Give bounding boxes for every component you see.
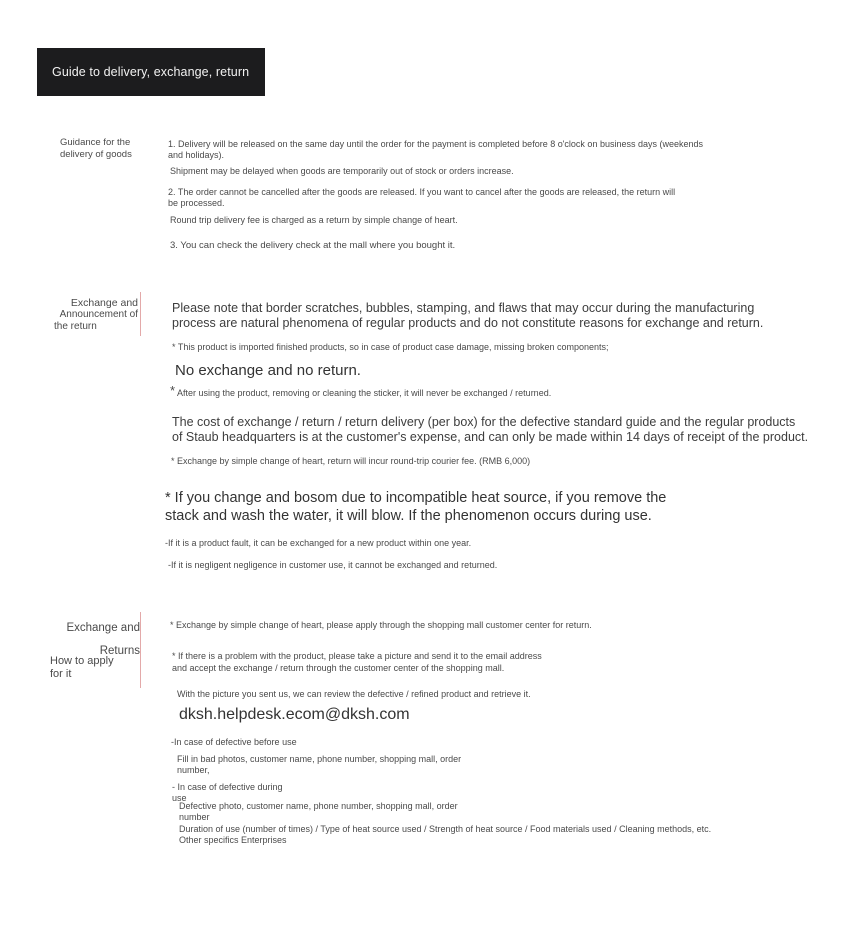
apply-text-4: -In case of defective before use [171, 737, 297, 747]
delivery-text-1a: 1. Delivery will be released on the same day until the order for the payment is completed before 8 o'clock on business days (weekends [168, 139, 704, 149]
section-label-delivery: Guidance for the delivery of goods [60, 137, 132, 160]
divider-mark-apply [140, 612, 141, 688]
announcement-text-6: * Exchange by simple change of heart, return will incur round-trip courier fee. (RMB 6,000) [171, 456, 531, 466]
apply-text-6a: - In case of defective during [172, 782, 283, 792]
divider-mark [140, 292, 141, 336]
apply-text-3: With the picture you sent us, we can review the defective / refined product and retrieve it. [177, 689, 531, 699]
announcement-text-3: No exchange and no return. [175, 362, 361, 379]
delivery-text-3b: be processed. [168, 198, 225, 208]
page-title: Guide to delivery, exchange, return [52, 65, 250, 79]
apply-text-8: Duration of use (number of times) / Type of heat source used / Strength of heat source / Food materials used / Cleaning methods, etc. [179, 824, 712, 834]
page-title-banner [37, 48, 265, 96]
delivery-text-5: 3. You can check the delivery check at the mall where you bought it. [170, 240, 456, 251]
announcement-text-7b: stack and wash the water, it will blow. If the phenomenon occurs during use. [165, 508, 652, 524]
announcement-text-5a: The cost of exchange / return / return delivery (per box) for the defective standard guide and the regular products [172, 415, 796, 429]
announcement-text-1b: process are natural phenomena of regular products and do not constitute reasons for exchange and return. [172, 316, 764, 330]
announcement-star: * [170, 383, 176, 398]
announcement-text-4: After using the product, removing or cleaning the sticker, it will never be exchanged / returned. [177, 388, 552, 398]
delivery-text-4: Round trip delivery fee is charged as a return by simple change of heart. [170, 215, 458, 225]
announcement-text-1a: Please note that border scratches, bubbles, stamping, and flaws that may occur during the manufacturing [172, 301, 755, 315]
delivery-text-3a: 2. The order cannot be cancelled after the goods are released. If you want to cancel after the goods are released, the return will [168, 187, 676, 197]
section-label-announcement: Exchange and Announcement of the return [54, 297, 138, 332]
apply-text-2a: * If there is a problem with the product, please take a picture and send it to the email address [172, 651, 542, 661]
apply-text-1: * Exchange by simple change of heart, please apply through the shopping mall customer center for return. [170, 620, 592, 630]
delivery-text-2: Shipment may be delayed when goods are temporarily out of stock or orders increase. [170, 166, 514, 176]
announcement-text-9: -If it is negligent negligence in customer use, it cannot be exchanged and returned. [168, 560, 498, 570]
announcement-text-7a: * If you change and bosom due to incompatible heat source, if you remove the [165, 490, 667, 506]
announcement-text-5b: of Staub headquarters is at the customer's expense, and can only be made within 14 days of receipt of the product. [172, 430, 809, 444]
announcement-text-2: * This product is imported finished products, so in case of product case damage, missing broken components; [172, 342, 609, 352]
section-label-apply: Exchange and Returns How to apply for it [50, 622, 140, 680]
apply-text-2b: and accept the exchange / return through the customer center of the shopping mall. [172, 663, 505, 673]
support-email[interactable]: dksh.helpdesk.ecom@dksh.com [179, 706, 410, 723]
apply-text-9: Other specifics Enterprises [179, 835, 287, 845]
apply-text-7b: number [179, 812, 210, 822]
apply-text-6b: use [172, 793, 187, 803]
announcement-text-8: -If it is a product fault, it can be exchanged for a new product within one year. [165, 538, 472, 548]
apply-text-5b: number, [177, 765, 210, 775]
apply-text-7a: Defective photo, customer name, phone number, shopping mall, order [179, 801, 458, 811]
apply-text-5a: Fill in bad photos, customer name, phone number, shopping mall, order [177, 754, 462, 764]
delivery-text-1b: and holidays). [168, 150, 225, 160]
